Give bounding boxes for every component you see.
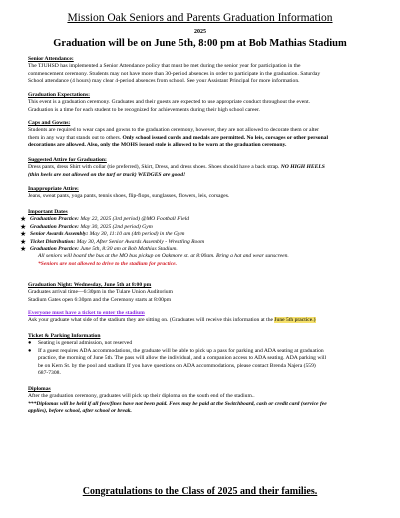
document-year: 2025 [194, 29, 206, 35]
paragraph-line: applies), before school, after school or break. [28, 408, 132, 415]
section-expectations [28, 92, 378, 114]
paragraph-line: This event is a graduation ceremony. Graduates and their guests are expected to use appropriate conduct throughout the event. [28, 99, 311, 106]
section-ticket-required [28, 310, 378, 325]
list-item [28, 340, 378, 347]
section-heading: Graduation Expectations: [28, 92, 91, 98]
date-item [20, 231, 378, 238]
list-item-text: Seating is general admission, not reserved [38, 340, 133, 347]
paragraph-line [28, 164, 378, 171]
date-item [20, 216, 378, 223]
list-item-text: practice, the morning of June 5th. The pass will allow the individual, and a companion access to ADA seating. ADA parking will [38, 355, 327, 362]
paragraph-line: School attendance (4 hours) may clear 4-period absences from school. See your Assistant Principal for more information. [28, 78, 300, 85]
bus-note: All seniors will board the bus at the MO bus pickup on Oakmore st. at 8:00am. Bring a hat and wear sunscreen. [38, 253, 289, 260]
bold-text-run: Only school issued cords and medals are permitted. No leis, corsages or other personal [122, 134, 329, 141]
text-run: Ask your graduate what side of the stadium they are sitting on. (Graduates will receive this information at the [28, 317, 275, 324]
date-detail: May 30, After Senior Awards Assembly - Wrestling Room [75, 238, 205, 245]
date-detail: June 5th, 8:30 am at Bob Mathias Stadium. [78, 246, 178, 253]
paragraph-line: ***Diplomas will be held if all fees/fines have not been paid. Fees may be paid at the Switchboard, cash or credit card (service fee [28, 400, 327, 407]
paragraph-line: (thin heels are not allowed on the turf or track) WEDGES are good! [28, 171, 186, 178]
paragraph-line: Graduates arrival time—6:30pm in the Tulare Union Auditorium [28, 289, 173, 296]
section-caps-and-gowns [28, 120, 378, 150]
bullet-icon: ● [28, 347, 32, 354]
date-label: Senior Awards Assembly: [30, 231, 89, 238]
star-icon: ★ [20, 245, 27, 254]
section-important-dates [20, 209, 378, 268]
section-heading: Caps and Gowns: [28, 120, 71, 126]
congratulations-footer: Congratulations to the Class of 2025 and their families. [82, 486, 318, 497]
star-icon: ★ [20, 222, 27, 231]
date-detail: May 22, 2025 (3rd period) @MO Football Field [78, 216, 190, 223]
section-heading: Graduation Night: Wednesday, June 5th at 8:00 pm [28, 282, 152, 288]
paragraph-line: After the graduation ceremony, graduates will pick up their diploma on the south end of the stadium.. [28, 393, 255, 400]
bullet-icon: ● [28, 340, 32, 347]
date-label: Ticket Distribution: [30, 238, 76, 245]
section-senior-attendance [28, 56, 378, 86]
list-item-text: If a guest requires ADA accommodations, the graduate will be able to pick up a pass for parking and ADA seating at graduation [38, 347, 324, 354]
paragraph-line: Stadium Gates open 6:30pm and the Ceremony starts at 8:00pm [28, 296, 172, 303]
section-heading: Important Dates [28, 209, 68, 215]
paragraph-line: Students are required to wear caps and gowns to the graduation ceremony, however, they are not allowed to decorate them or alter [28, 127, 319, 134]
date-detail: May 30, 2025 (2nd period) Gym [78, 223, 153, 230]
section-heading: Suggested Attire for Graduation: [28, 157, 107, 163]
paragraph-line: Jeans, sweat pants, yoga pants, tennis shoes, flip-flops, sunglasses, flowers, leis, corsages. [28, 193, 230, 200]
section-heading: Ticket & Parking Information [28, 333, 101, 339]
bold-text-run: NO HIGH HEELS [280, 164, 325, 171]
date-detail: May 30, 11:10 am (4th period) in the Gym [88, 231, 185, 238]
list-item-text: be on Kern St. by the pool and stadium If you have questions on ADA accommodations, please contact Brenda Najera (559) [38, 362, 316, 369]
date-label: Graduation Practice: [30, 216, 79, 223]
star-icon: ★ [20, 215, 27, 224]
paragraph-line [28, 317, 378, 324]
document-title: Mission Oak Seniors and Parents Graduation Information [67, 12, 333, 24]
date-item [20, 246, 378, 253]
paragraph-line [28, 135, 378, 142]
ticket-required-heading: Everyone must have a ticket to enter the stadium [28, 310, 145, 316]
date-item [20, 239, 378, 246]
section-heading: Diplomas [28, 386, 51, 392]
section-inappropriate-attire [28, 186, 378, 201]
graduation-headline: Graduation will be on June 5th, 8:00 pm at Bob Mathias Stadium [53, 38, 347, 49]
date-label: Graduation Practice: [30, 223, 79, 230]
section-suggested-attire [28, 157, 378, 179]
paragraph-line: decorations are allowed. Also, only the MOHS issued stole is allowed to be worn at the graduation ceremony. [28, 142, 287, 149]
section-heading: Inappropriate Attire: [28, 186, 79, 192]
no-driving-warning: *Seniors are not allowed to drive to the stadium for practice. [38, 260, 178, 267]
list-item-text: 687-7308. [38, 370, 61, 377]
section-graduation-night [28, 282, 378, 304]
paragraph-line: commencement ceremony. Students may not have more than 30-period absences in order to participate in the graduation. Saturday [28, 70, 321, 77]
text-run: Dress pants, dress Shirt with collar (tie preferred), Skirt, Dress, and dress shoes. Shoes should have a back strap. [28, 164, 281, 171]
paragraph-line: Graduation is a time for each student to be recognized for achievements during their high school career. [28, 106, 260, 113]
section-heading: Senior Attendance: [28, 56, 74, 62]
star-icon: ★ [20, 237, 27, 246]
section-ticket-parking [28, 333, 378, 377]
paragraph-line: The TJUHSD has implemented a Senior Attendance policy that must be met during the senior year for participation in the [28, 63, 301, 70]
star-icon: ★ [20, 230, 27, 239]
highlighted-text-run: June 5th practice.) [274, 317, 316, 324]
section-diplomas [28, 386, 378, 416]
list-item [28, 348, 378, 378]
date-label: Graduation Practice: [30, 246, 79, 253]
text-run: them in any way that stands out to others. [28, 134, 123, 141]
